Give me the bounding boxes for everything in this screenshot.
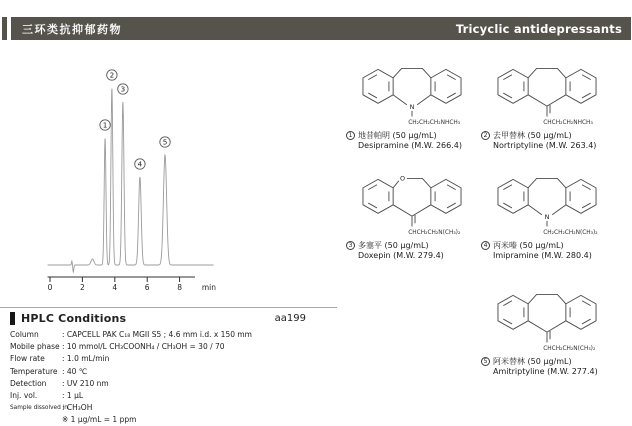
ring-heteroatom-O: O (400, 174, 406, 183)
structure-number: 4 (481, 241, 490, 250)
title-accent-bar (10, 312, 15, 325)
chromatogram-svg (28, 48, 320, 298)
condition-label: Column (10, 330, 39, 339)
structure-caption (481, 241, 632, 260)
side-chain-formula: CHCH₂CH₂NHCH₃ (543, 120, 593, 127)
side-chain-formula: CH₂CH₂CH₂N(CH₃)₂ (543, 230, 598, 237)
structure-caption (481, 357, 632, 376)
bond-line (368, 185, 377, 190)
x-axis-tick-label: 4 (112, 283, 118, 292)
bond-line (528, 68, 566, 77)
condition-row (10, 329, 306, 341)
structure-name-cn: 地昔帕明 (50 μg/mL) (358, 131, 437, 140)
structure-number: 1 (346, 131, 355, 140)
hplc-conditions-header (10, 311, 306, 325)
condition-row (10, 366, 306, 378)
structure-name-en: Amitriptyline (M.W. 277.4) (493, 366, 598, 376)
footnote: ※ 1 μg/mL = 1 ppm (62, 415, 137, 425)
hplc-conditions-title: HPLC Conditions (21, 311, 127, 325)
structure-diagram-doxepin (346, 167, 478, 237)
peak-number: 2 (109, 70, 115, 80)
chromatogram (28, 48, 320, 298)
bond-line (503, 301, 512, 306)
bond-line (528, 205, 542, 215)
structure-diagram-amitriptyline (481, 283, 613, 353)
bond-line (582, 319, 591, 324)
bond-line (503, 75, 512, 80)
condition-label: Flow rate (10, 354, 45, 364)
bond-line (393, 68, 431, 77)
structure-number: 3 (346, 241, 355, 250)
peak-number: 4 (137, 159, 143, 169)
structure-caption (346, 131, 498, 150)
condition-value: : 10 mmol/L CH₃COONH₄ / CH₃OH = 30 / 70 (62, 342, 225, 352)
bond-line (528, 294, 566, 303)
condition-row (10, 353, 306, 365)
structure-doxepin (346, 167, 498, 260)
structure-name-en: Doxepin (M.W. 279.4) (358, 250, 444, 260)
side-chain-formula: CH₂CH₂CH₂NHCH₃ (408, 120, 461, 127)
bond-line (368, 203, 377, 208)
structure-diagram-desipramine (346, 57, 478, 127)
x-axis-tick-label: 0 (47, 283, 53, 292)
condition-value: : 1.0 mL/min (62, 354, 110, 364)
peak-number: 5 (162, 137, 168, 147)
bond-line (368, 75, 377, 80)
bond-line (528, 178, 566, 187)
structure-name-cn: 去甲替林 (50 μg/mL) (493, 131, 572, 140)
condition-value: : UV 210 nm (62, 378, 109, 388)
bond-line (412, 205, 431, 216)
bond-line (547, 321, 566, 332)
structure-name-en: Imipramine (M.W. 280.4) (493, 250, 592, 260)
structure-imipramine (481, 167, 632, 260)
side-chain-formula: CHCH₂CH₂N(CH₃)₂ (543, 346, 596, 353)
bond-line (528, 95, 547, 106)
structure-number: 2 (481, 131, 490, 140)
bond-line (447, 185, 456, 190)
bond-line (447, 203, 456, 208)
bond-line (447, 93, 456, 98)
condition-row (10, 378, 306, 390)
structure-name-cn: 丙米嗪 (50 μg/mL) (493, 241, 564, 250)
bond-line (368, 93, 377, 98)
peak-number: 3 (120, 84, 126, 94)
bond-line (503, 203, 512, 208)
divider-line (0, 307, 337, 308)
structure-nortriptyline (481, 57, 632, 150)
bond-line (582, 185, 591, 190)
condition-value: : CH₃OH (62, 403, 93, 413)
header-accent-bar (2, 17, 7, 40)
bond-line (503, 185, 512, 190)
condition-label: Mobile phase (10, 342, 60, 352)
condition-row (10, 341, 306, 353)
condition-label: Sample dissolved in (10, 405, 68, 412)
bond-line (582, 75, 591, 80)
x-axis-unit-label: min (201, 283, 217, 292)
bond-line (547, 95, 566, 106)
x-axis-tick-label: 8 (177, 283, 182, 292)
condition-value: : CAPCELL PAK C₁₈ MGII S5 ; 4.6 mm i.d. x 150 mm (62, 330, 252, 339)
structure-number: 5 (481, 357, 490, 366)
ring-heteroatom-N: N (409, 102, 415, 111)
structure-desipramine (346, 57, 498, 150)
condition-row (10, 390, 306, 402)
condition-row (10, 402, 306, 414)
bond-line (407, 178, 431, 187)
bond-line (393, 181, 399, 188)
structure-name-en: Nortriptyline (M.W. 263.4) (493, 140, 597, 150)
x-axis-tick-label: 6 (144, 283, 150, 292)
structure-name-cn: 阿米替林 (50 μg/mL) (493, 357, 572, 366)
bond-line (503, 93, 512, 98)
bond-line (528, 321, 547, 332)
bond-line (393, 95, 407, 105)
bond-line (582, 203, 591, 208)
bond-line (393, 205, 412, 216)
structure-caption (481, 131, 632, 150)
bond-line (582, 93, 591, 98)
application-code: aa199 (274, 312, 306, 324)
condition-label: Detection (10, 378, 47, 388)
bond-line (447, 75, 456, 80)
structure-diagram-nortriptyline (481, 57, 613, 127)
ring-heteroatom-N: N (544, 212, 550, 221)
condition-label: Temperature (10, 366, 58, 376)
condition-value: : 40 ℃ (62, 366, 88, 376)
header-title-en: Tricyclic antidepressants (455, 21, 622, 36)
header-title-cn: 三环类抗抑郁药物 (22, 22, 122, 36)
structure-name-en: Desipramine (M.W. 266.4) (358, 140, 462, 150)
peak-number: 1 (102, 120, 108, 130)
x-axis-tick-label: 2 (80, 283, 85, 292)
bond-line (582, 301, 591, 306)
structure-diagram-imipramine (481, 167, 613, 237)
structure-amitriptyline (481, 283, 632, 376)
hplc-conditions-panel (10, 311, 306, 426)
bond-line (503, 319, 512, 324)
structure-name-cn: 多塞平 (50 μg/mL) (358, 241, 429, 250)
bond-line (552, 205, 566, 215)
bond-line (417, 95, 431, 105)
condition-label: Inj. vol. (10, 391, 38, 401)
side-chain-formula: CHCH₂CH₂N(CH₃)₂ (408, 230, 461, 237)
condition-value: : 1 μL (62, 391, 84, 401)
condition-rows (10, 329, 306, 414)
chromatogram-trace (48, 89, 214, 272)
header-bar (11, 17, 631, 40)
structure-caption (346, 241, 498, 260)
